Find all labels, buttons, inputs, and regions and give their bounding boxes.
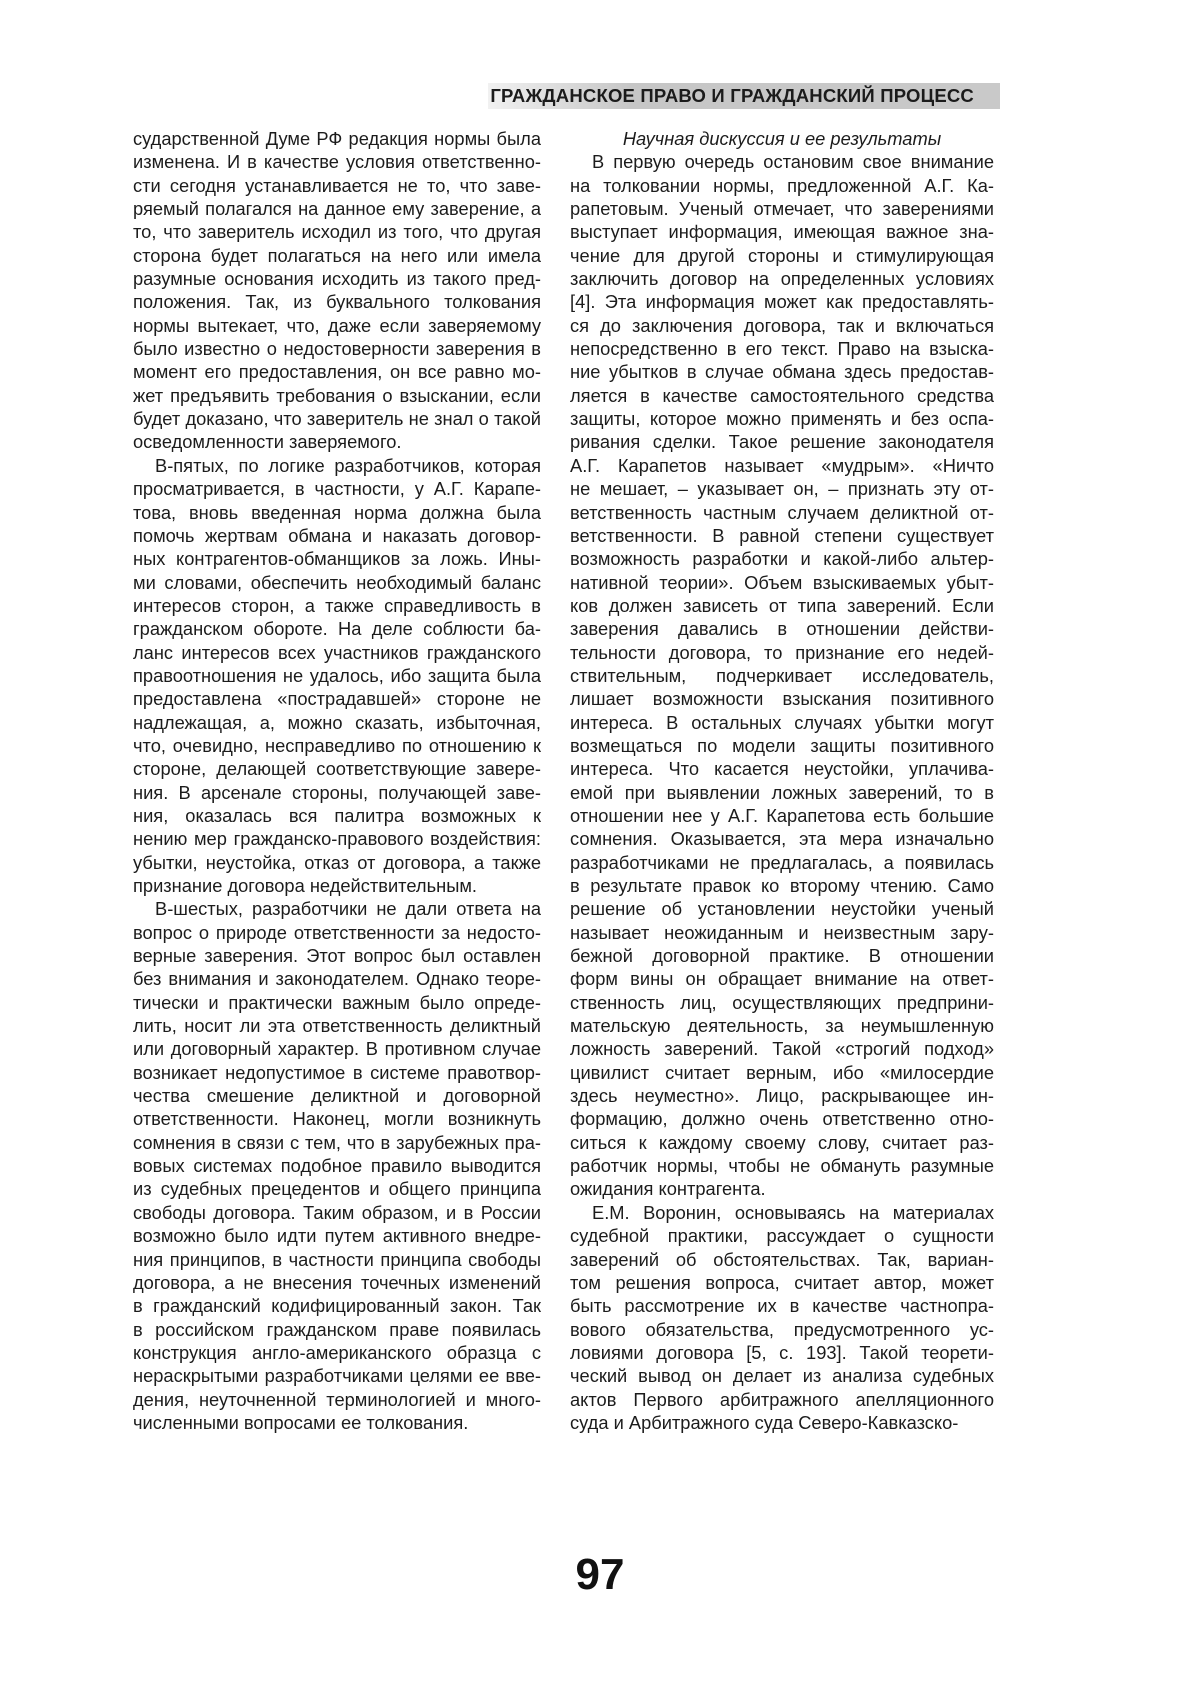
text-line: том решения вопроса, считает автор, может [570,1271,994,1293]
text-line: сомнения в связи с тем, что в зарубежных пра- [133,1131,541,1153]
text-line: положения. Так, из буквального толкования [133,291,541,313]
column-heading: Научная дискуссия и ее результаты [622,128,942,149]
text-line: сомнения. Оказывается, эта мера изначально [570,828,994,850]
text-line: ряемый полагался на данное ему заверение, а [133,198,541,220]
text-line: решение об установлении неустойки ученый [570,898,994,920]
text-line: емой при выявлении ложных заверений, то в [570,781,994,803]
text-line: помочь жертвам обмана и наказать договор- [133,524,541,546]
text-line: В первую очередь остановим свое внимание [592,151,994,173]
text-line: Е.М. Воронин, основываясь на материалах [592,1201,994,1223]
text-line: ми словами, обеспечить необходимый баланс [133,571,541,593]
text-line: заверений об обстоятельствах. Так, вариан- [570,1248,994,1270]
text-line: было известно о недостоверности заверения в [133,338,541,360]
text-line: ния. В арсенале стороны, получающей заве- [133,781,541,803]
text-line: не мешает, – указывает он, – признать эту от- [570,478,994,500]
text-line: на толковании нормы, предложенной А.Г. Ка- [570,174,994,196]
text-line: возмещаться по модели защиты позитивного [570,734,994,756]
text-line: договора, а не внесения точечных изменений [133,1271,541,1293]
text-line: ственность лиц, осуществляющих предприни- [570,991,994,1013]
text-line: ожидания контрагента. [570,1178,766,1200]
text-line: заверения давались в отношении действи- [570,618,994,640]
text-line: в гражданский кодифицированный закон. Так [133,1295,541,1317]
section-title: ГРАЖДАНСКОЕ ПРАВО И ГРАЖДАНСКИЙ ПРОЦЕСС [490,85,974,106]
text-line: осведомленности заверяемого. [133,431,402,453]
text-line: А.Г. Карапетов называет «мудрым». «Ничто [570,454,994,476]
text-line: ложность заверений. Такой «строгий подход» [570,1038,994,1060]
text-line: надлежащая, а, можно сказать, избыточная, [133,711,541,733]
text-line: предоставлена «пострадавшей» стороне не [133,688,541,710]
text-line: формацию, должно очень ответственно отно- [570,1108,994,1130]
text-line: вовых системах подобное правило выводится [133,1155,541,1177]
text-line: лишает возможности взыскания позитивного [570,688,994,710]
text-line: работчик нормы, чтобы не обмануть разумные [570,1155,994,1177]
text-line: В-шестых, разработчики не дали ответа на [155,898,541,920]
text-line: что, очевидно, несправедливо по отношению к [133,734,541,756]
text-line: правоотношения не удалось, ибо защита была [133,664,541,686]
text-line: интереса. В остальных случаях убытки могут [570,711,994,733]
text-line: мательскую деятельность, за неумышленную [570,1015,994,1037]
text-line: ние убытков в случае обмана здесь предостав- [570,361,994,383]
text-line: жет предъявить требования о взыскании, если [133,384,541,406]
text-line: ланс интересов всех участников гражданского [133,641,541,663]
text-line: заключить договор на определенных условиях [570,268,994,290]
text-line: здесь неуместно». Лицо, раскрывающее ин- [570,1085,994,1107]
text-line: выступает информация, имеющая важное зна- [570,221,994,243]
text-line: без внимания и законодателем. Однако теоре- [133,968,541,990]
text-line: тельности договора, то признание его недей- [570,641,994,663]
text-line: форм вины он обращает внимание на ответ- [570,968,994,990]
text-line: разумные основания исходить из такого пред- [133,268,541,290]
text-line: тически и практически важным было опреде- [133,991,541,1013]
text-line: судебной практики, рассуждает о сущности [570,1225,994,1247]
text-line: быть рассмотрение их в качестве частнопра- [570,1295,994,1317]
text-line: стороне, делающей соответствующие завере- [133,758,541,780]
section-header-bar [488,83,1000,109]
page-number: 97 [575,1550,625,1599]
text-line: ных контрагентов-обманщиков за ложь. Ины- [133,548,541,570]
text-line: В-пятых, по логике разработчиков, которая [155,454,541,476]
text-line: момент его предоставления, он все равно мо- [133,361,541,383]
text-line: признание договора недействительным. [133,875,477,896]
text-line: суда и Арбитражного суда Северо-Кавказско- [570,1411,959,1433]
text-line: ков должен зависеть от типа заверений. Если [570,594,994,616]
text-line: дения, неуточненной терминологией и много- [133,1388,541,1410]
text-line: верные заверения. Этот вопрос был оставлен [133,945,541,967]
text-line: возникает недопустимое в системе правотвор- [133,1061,541,1083]
text-columns [133,127,994,1434]
text-line: интереса. Что касается неустойки, уплачива- [570,758,994,780]
text-line: нераскрытыми разработчиками целями ее вве- [133,1365,541,1387]
text-line: ния, оказалась вся палитра возможных к [133,804,541,826]
text-line: изменена. И в качестве условия ответственно- [133,151,541,173]
text-line: будет доказано, что заверитель не знал о такой [133,408,541,430]
text-line: то, что заверитель исходил из того, что другая [133,221,541,243]
text-line: вопрос о природе ответственности за недосто- [133,921,541,943]
text-line: в российском гражданском праве появилась [133,1318,541,1340]
text-line: возможно было идти путем активного внедре- [133,1225,541,1247]
text-line: называет неожиданным и неизвестным зару- [570,921,994,943]
text-line: сти сегодня устанавливается не то, что заве- [133,174,541,196]
text-line: численными вопросами ее толкования. [133,1411,469,1433]
text-line: защиты, которое можно применять и без оспа- [570,408,994,430]
text-line: лить, носит ли эта ответственность деликтный [133,1015,541,1037]
text-line: конструкция англо-американского образца с [133,1341,541,1363]
text-line: ния принципов, в частности принципа свободы [133,1248,541,1270]
text-line: сторона будет полагаться на него или имела [133,244,541,266]
text-line: в результате правок ко второму чтению. Само [570,875,994,896]
text-line: това, вновь введенная норма должна была [133,501,541,523]
text-line: цивилист считает верным, ибо «милосердие [570,1061,994,1083]
text-line: убытки, неустойка, отказ от договора, а также [133,851,541,873]
column-left [133,127,541,1434]
text-line: свободы договора. Таким образом, и в России [133,1201,541,1223]
text-line: чение для другой стороны и стимулирующая [570,244,994,266]
text-line: ривания сделки. Такое решение законодателя [570,431,994,453]
text-line: ответственности. Наконец, могли возникнуть [133,1108,541,1130]
text-line: разработчиками не предлагалась, а появилась [570,851,994,873]
text-line: ловиями договора [5, с. 193]. Такой теорети- [570,1341,994,1363]
text-line: нативной теории». Объем взыскиваемых убыт- [570,571,994,593]
text-line: актов Первого арбитражного апелляционного [570,1388,994,1410]
text-line: ся до заключения договора, так и включаться [570,314,994,336]
text-line: возможность разработки и какой-либо альтер- [570,548,994,570]
text-line: сударственной Думе РФ редакция нормы была [133,128,541,149]
text-line: нению мер гражданско-правового воздействия: [133,828,541,850]
text-line: ветственности. В равной степени существует [570,524,994,546]
text-line: рапетовым. Ученый отмечает, что заверениями [570,198,994,220]
text-line: ствительным, подчеркивает исследователь, [570,664,994,686]
text-line: просматривается, в частности, у А.Г. Карапе- [133,478,541,500]
text-line: отношении нее у А.Г. Карапетова есть большие [570,804,994,826]
text-line: интересов сторон, а также справедливость в [133,594,541,616]
text-line: или договорный характер. В противном случае [133,1038,541,1060]
text-line: гражданском обороте. На деле соблюсти ба- [133,618,541,640]
text-line: бежной договорной практике. В отношении [570,945,994,967]
text-line: вового обязательства, предусмотренного ус- [570,1318,994,1340]
text-line: нормы вытекает, что, даже если заверяемому [133,314,541,336]
text-line: из судебных прецедентов и общего принципа [133,1178,541,1200]
text-line: чества смешение деликтной и договорной [133,1085,541,1107]
text-line: непосредственно в его текст. Право на взыска- [570,338,994,360]
text-line: ляется в качестве самостоятельного средства [570,384,994,406]
text-line: ческий вывод он делает из анализа судебных [570,1365,994,1387]
text-line: ветственность частным случаем деликтной от- [570,501,994,523]
column-right [570,127,994,1434]
text-line: [4]. Эта информация может как предоставлять- [570,291,994,313]
text-line: ситься к каждому своему слову, считает раз- [570,1131,994,1153]
